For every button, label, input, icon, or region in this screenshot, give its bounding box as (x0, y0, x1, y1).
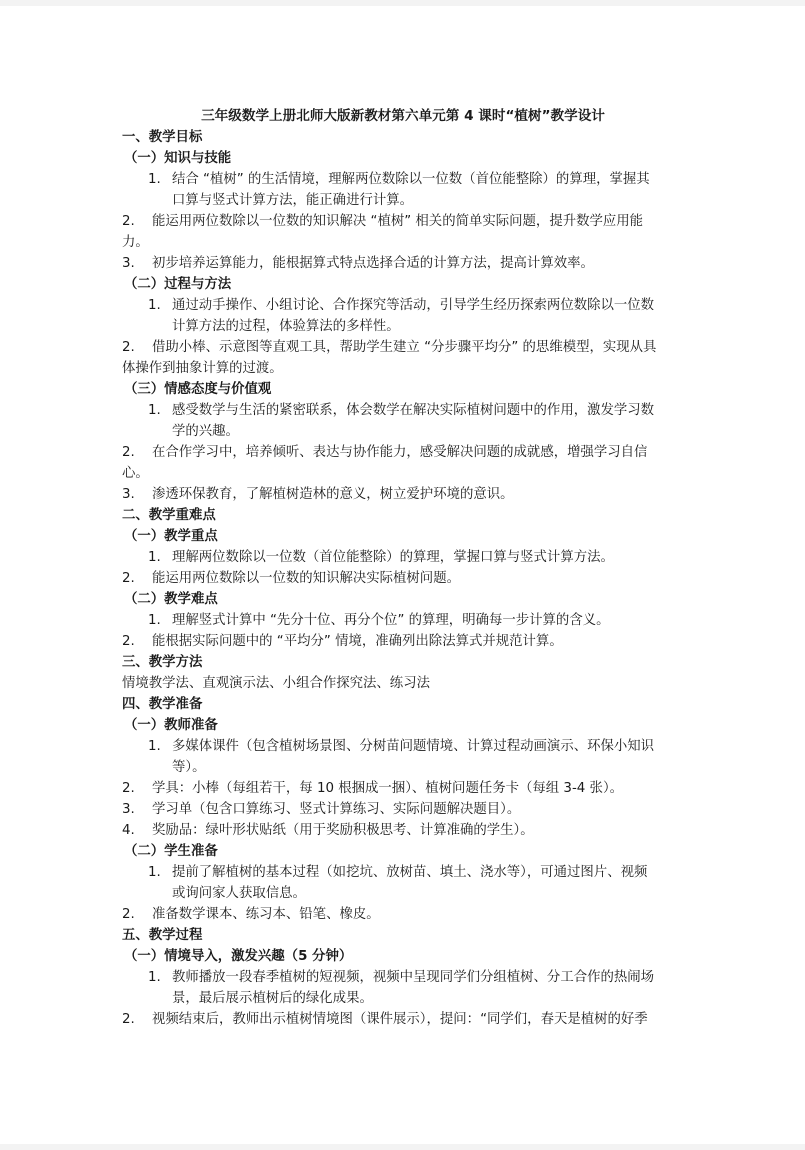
list-item (122, 547, 688, 568)
list-text: 等）。 (172, 760, 206, 775)
list-text: 初步培养运算能力，能根据算式特点选择合适的计算方法，提高计算效率。 (152, 256, 594, 271)
section-body: 情境教学法、直观演示法、小组合作探究法、练习法 (122, 676, 430, 691)
list-text: 奖励品：绿叶形状贴纸（用于奖励积极思考、计算准确的学生）。 (152, 823, 534, 838)
list-text: 计算方法的过程，体验算法的多样性。 (172, 319, 400, 334)
document-page (0, 6, 805, 1144)
list-number: 1. (148, 970, 161, 985)
list-text: 教师播放一段春季植树的短视频，视频中呈现同学们分组植树、分工合作的热闹场 (172, 970, 655, 985)
list-text: 能运用两位数除以一位数的知识解决实际植树问题。 (152, 571, 460, 586)
list-number: 1. (148, 172, 161, 187)
list-item (122, 169, 688, 211)
document-content (122, 106, 688, 1030)
section-heading: 五、教学过程 (122, 928, 203, 943)
list-item (122, 799, 688, 820)
list-number: 1. (148, 865, 161, 880)
list-text: 能根据实际问题中的 “平均分” 情境，准确列出除法算式并规范计算。 (152, 634, 563, 649)
list-text: 结合 “植树” 的生活情境，理解两位数除以一位数（首位能整除）的算理，掌握其 (172, 172, 650, 187)
list-item (122, 253, 688, 274)
list-item (122, 820, 688, 841)
list-item (122, 736, 688, 778)
list-item (122, 631, 688, 652)
list-text: 准备数学课本、练习本、铅笔、橡皮。 (152, 907, 380, 922)
list-text: 理解竖式计算中 “先分十位、再分个位” 的算理，明确每一步计算的含义。 (172, 613, 610, 628)
list-number: 1. (148, 613, 161, 628)
section-heading: 二、教学重难点 (122, 508, 216, 523)
list-item (122, 1009, 688, 1030)
subsection-heading: （二）过程与方法 (124, 277, 232, 292)
list-text: 或询问家人获取信息。 (172, 886, 306, 901)
list-text: 借助小棒、示意图等直观工具，帮助学生建立 “分步骤平均分” 的思维模型，实现从具 (152, 340, 657, 355)
list-text: 口算与竖式计算方法，能正确进行计算。 (172, 193, 414, 208)
list-item (122, 211, 688, 253)
document-title: 三年级数学上册北师大版新教材第六单元第 4 课时“植树”教学设计 (201, 108, 605, 124)
subsection-heading: （一）教师准备 (124, 718, 218, 733)
list-number: 2. (122, 781, 135, 796)
list-text: 景，最后展示植树后的绿化成果。 (172, 991, 373, 1006)
list-number: 3. (122, 802, 135, 817)
list-number: 1. (148, 550, 161, 565)
section-heading: 一、教学目标 (122, 130, 203, 145)
list-number: 2. (122, 214, 135, 229)
list-number: 2. (122, 340, 135, 355)
list-item (122, 400, 688, 442)
list-item (122, 778, 688, 799)
subsection-heading: （一）教学重点 (124, 529, 218, 544)
list-item (122, 295, 688, 337)
list-text: 多媒体课件（包含植树场景图、分树苗问题情境、计算过程动画演示、环保小知识 (172, 739, 655, 754)
list-number: 3. (122, 256, 135, 271)
list-text: 渗透环保教育，了解植树造林的意义，树立爱护环境的意识。 (152, 487, 514, 502)
list-text: 通过动手操作、小组讨论、合作探究等活动，引导学生经历探索两位数除以一位数 (172, 298, 655, 313)
list-text: 心。 (122, 466, 149, 481)
list-number: 2. (122, 571, 135, 586)
list-text: 提前了解植树的基本过程（如挖坑、放树苗、填土、浇水等），可通过图片、视频 (172, 865, 648, 880)
list-item (122, 337, 688, 379)
list-item (122, 967, 688, 1009)
list-text: 理解两位数除以一位数（首位能整除）的算理，掌握口算与竖式计算方法。 (172, 550, 614, 565)
subsection-heading: （二）学生准备 (124, 844, 218, 859)
subsection-heading: （一）知识与技能 (124, 151, 232, 166)
list-number: 1. (148, 298, 161, 313)
list-number: 4. (122, 823, 135, 838)
list-item (122, 442, 688, 484)
list-text: 能运用两位数除以一位数的知识解决 “植树” 相关的简单实际问题，提升数学应用能 (152, 214, 644, 229)
section-heading: 三、教学方法 (122, 655, 203, 670)
list-text: 感受数学与生活的紧密联系，体会数学在解决实际植树问题中的作用，激发学习数 (172, 403, 655, 418)
list-number: 2. (122, 907, 135, 922)
list-text: 学习单（包含口算练习、竖式计算练习、实际问题解决题目）。 (152, 802, 521, 817)
list-text: 体操作到抽象计算的过渡。 (122, 361, 283, 376)
list-item (122, 484, 688, 505)
list-number: 3. (122, 487, 135, 502)
subsection-heading: （二）教学难点 (124, 592, 218, 607)
list-number: 2. (122, 634, 135, 649)
section-heading: 四、教学准备 (122, 697, 203, 712)
list-item (122, 610, 688, 631)
list-number: 2. (122, 1012, 135, 1027)
list-number: 1. (148, 403, 161, 418)
list-text: 学具：小棒（每组若干，每 10 根捆成一捆）、植树问题任务卡（每组 3-4 张）。 (152, 781, 624, 796)
list-item (122, 568, 688, 589)
list-text: 学的兴趣。 (172, 424, 239, 439)
list-item (122, 862, 688, 904)
subsection-heading: （一）情境导入，激发兴趣（5 分钟） (124, 949, 353, 964)
list-text: 视频结束后，教师出示植树情境图（课件展示），提问：“同学们，春天是植树的好季 (152, 1012, 648, 1027)
list-text: 力。 (122, 235, 149, 250)
subsection-heading: （三）情感态度与价值观 (124, 382, 272, 397)
list-item (122, 904, 688, 925)
list-number: 1. (148, 739, 161, 754)
list-number: 2. (122, 445, 135, 460)
list-text: 在合作学习中，培养倾听、表达与协作能力，感受解决问题的成就感，增强学习自信 (152, 445, 648, 460)
